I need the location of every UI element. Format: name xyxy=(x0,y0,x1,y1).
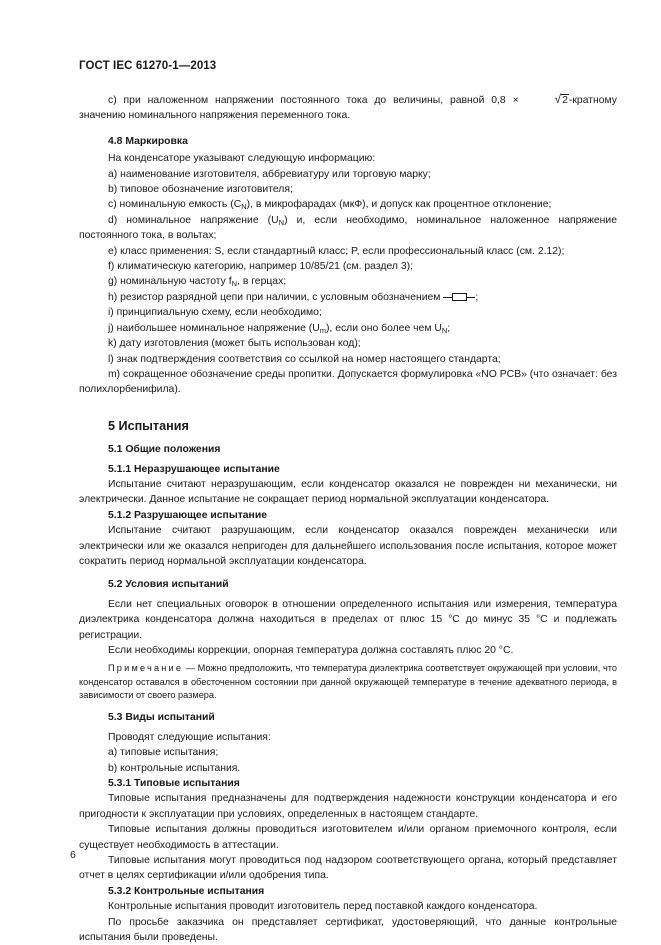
nondestructive-text: Испытание считают неразрушающим, если конденсатор оказался не поврежден ни механически, ни электрически. Данное испытание не сокращает период нормальной эксплуатации конденсатора. xyxy=(79,478,617,506)
section-5-heading: 5 Испытания xyxy=(108,418,189,433)
routine-tests-p1: Контрольные испытания проводит изготовитель перед поставкой каждого конденсатора. xyxy=(108,901,538,913)
marking-item-c: c) номинальную емкость $(C_N)$, в микрофарадах (мкФ), и допуск как процентное отклонение; xyxy=(108,199,552,212)
marking-item-l: l) знак подтверждения соответствия со ссылкой на номер настоящего стандарта; xyxy=(108,353,501,365)
marking-item-d: d) номинальное напряжение $(U_N)$ и, если необходимо, номинальное наложенное напряжение постоянного тока, в вольтах; xyxy=(79,214,617,242)
note-label: Примечание xyxy=(108,663,184,674)
routine-tests-p2: По просьбе заказчика он представляет сертификат, удостоверяющий, что данные контрольные испытания были проведены. xyxy=(79,916,617,943)
section-5-3-1-heading: 5.3.1 Типовые испытания xyxy=(108,777,240,789)
marking-item-h: h) резистор разрядной цепи при наличии, с условным обозначением ; xyxy=(108,291,479,303)
type-tests-p1: Типовые испытания предназначены для подтверждения надежности конструкции конденсатора и его пригодности к эксплуатации при условиях, определенных в настоящем стандарте. xyxy=(79,793,617,820)
test-types-intro: Проводят следующие испытания: xyxy=(108,731,271,743)
section-5-3-2-heading: 5.3.2 Контрольные испытания xyxy=(108,885,265,897)
test-types-item-b: b) контрольные испытания. xyxy=(108,762,241,774)
marking-item-k: k) дату изготовления (может быть использован код); xyxy=(108,338,361,350)
sqrt-expression: √2 xyxy=(554,92,568,106)
marking-item-j: j) наибольшее номинальное напряжение $(U_m)$, если оно более чем $U_N$; xyxy=(108,322,451,335)
marking-item-b: b) типовое обозначение изготовителя; xyxy=(108,184,293,196)
section-5-3-heading: 5.3 Виды испытаний xyxy=(108,712,215,724)
section-4-8-heading: 4.8 Маркировка xyxy=(108,135,188,147)
marking-item-a: a) наименование изготовителя, аббревиатуру или торговую марку; xyxy=(108,168,431,180)
destructive-text: Испытание считают разрушающим, если конденсатор оказался поврежден механически или электрически или же оказался непригоден для дальнейшего использования после испытания, которое может сократить период нормальной эксплуатации конденсатора. xyxy=(79,525,617,567)
marking-item-g: g) номинальную частоту $f_N$, в герцах; xyxy=(108,276,287,289)
test-types-item-a: a) типовые испытания; xyxy=(108,747,219,759)
marking-item-f: f) климатическую категорию, например 10/85/21 (см. раздел 3); xyxy=(108,261,413,273)
section-5-1-2-heading: 5.1.2 Разрушающее испытание xyxy=(108,509,267,521)
test-conditions-p1: Если нет специальных оговорок в отношении определенного испытания или измерения, температура диэлектрика конденсатора должна находиться в пределах от плюс 15 °C до минус 35 °C и подлежать регистрации. xyxy=(79,598,617,641)
page-content xyxy=(79,92,617,945)
page-number: 6 xyxy=(70,849,76,861)
item-c-dc-voltage: c) при наложенном напряжении постоянного тока до величины, равной 0,8 × √2-кратному значению номинального напряжения переменного тока. xyxy=(79,92,617,122)
marking-item-i: i) принципиальную схему, если необходимо; xyxy=(108,307,322,319)
marking-item-m: m) сокращенное обозначение среды пропитки. Допускается формулировка «NO PCB» (что означает: без полихлорбенифила). xyxy=(79,368,617,396)
test-conditions-p2: Если необходимы коррекции, опорная температура должна составлять плюс 20 °C. xyxy=(108,645,514,656)
section-5-1-1-heading: 5.1.1 Неразрушающее испытание xyxy=(108,463,280,475)
section-5-2-heading: 5.2 Условия испытаний xyxy=(108,579,229,591)
marking-intro: На конденсаторе указывают следующую информацию: xyxy=(108,153,376,165)
type-tests-p3: Типовые испытания могут проводиться под надзором соответствующего органа, который представляет отчет в целях сертификации и/или одобрения типа. xyxy=(79,854,617,882)
marking-item-e: e) класс применения: S, если стандартный класс; P, если профессиональный класс (см. 2.12); xyxy=(108,245,565,257)
resistor-symbol-icon xyxy=(443,293,475,301)
document-header: ГОСТ IEC 61270-1—2013 xyxy=(79,60,217,72)
section-5-1-heading: 5.1 Общие положения xyxy=(108,444,221,456)
type-tests-p2: Типовые испытания должны проводиться изготовителем и/или органом приемочного контроля, если существует необходимость в аттестации. xyxy=(79,824,617,851)
note: Примечание — Можно предположить, что температура диэлектрика соответствует окружающей при условии, что конденсатор оставался в обесточенном состоянии при данной окружающей температуре в течение адекватного периода, в зависимости от своего размера. xyxy=(79,663,617,700)
